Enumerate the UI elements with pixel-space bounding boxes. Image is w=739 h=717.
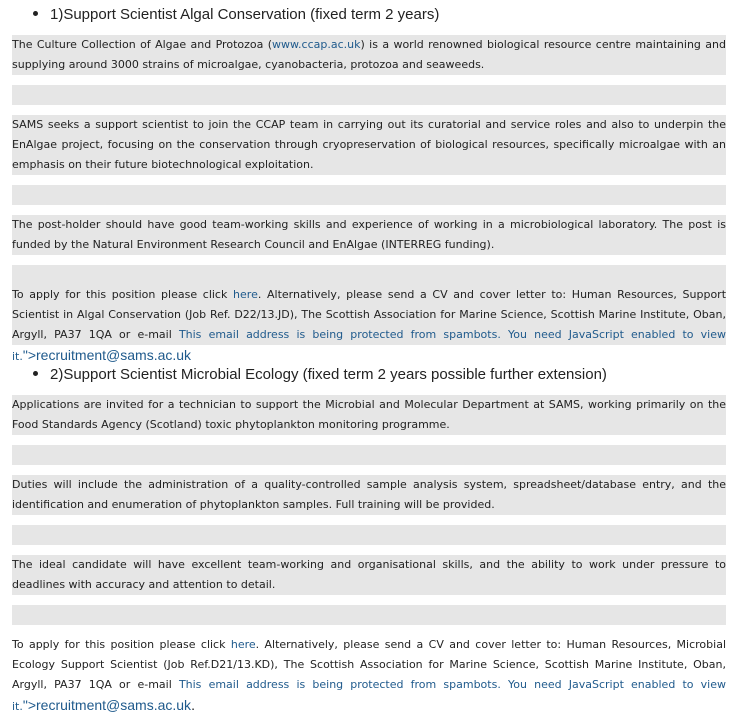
spacer-block (12, 605, 726, 625)
job2-recruitment-email[interactable]: ">recruitment@sams.ac.uk (22, 697, 192, 713)
job1-role-paragraph: SAMS seeks a support scientist to join the CCAP team in carrying out its curatorial and service roles and also to underpin the EnAlgae project, focusing on the conservation through cryopreservation of biological resources, specifically microalgae with an emphasis on their future biotechnological exploitation. (12, 115, 726, 175)
job-heading-1: 1)Support Scientist Algal Conservation (fixed term 2 years) (33, 6, 439, 24)
spacer-block (12, 185, 726, 205)
bullet-icon (33, 11, 38, 16)
job2-intro-paragraph: Applications are invited for a technician to support the Microbial and Molecular Department at SAMS, working primarily on the Food Standards Agency (Scotland) toxic phytoplankton monitoring programme. (12, 395, 726, 435)
job-heading-2: 2)Support Scientist Microbial Ecology (fixed term 2 years possible further extension) (33, 366, 607, 384)
job2-apply-here-link[interactable]: here (230, 638, 256, 651)
ccap-website-link[interactable]: www.ccap.ac.uk (272, 38, 361, 51)
job2-duties-paragraph: Duties will include the administration of a quality-controlled sample analysis system, spreadsheet/database entry, and the identification and enumeration of phytoplankton samples. Full training will be provided. (12, 475, 726, 515)
job2-protected-email-link[interactable]: This email address is being protected from spambots. You need JavaScript enabled to view it. (12, 678, 726, 713)
job1-requirements-paragraph: The post-holder should have good team-working skills and experience of working in a microbiological laboratory. The post is funded by the Natural Environment Research Council and EnAlgae (INTERREG funding). (12, 215, 726, 255)
job1-protected-email-link[interactable]: This email address is being protected from spambots. You need JavaScript enabled to view it. (12, 328, 726, 363)
job1-recruitment-email[interactable]: ">recruitment@sams.ac.uk (22, 347, 192, 363)
job1-intro-paragraph: The Culture Collection of Algae and Protozoa (www.ccap.ac.uk) is a world renowned biological resource centre maintaining and supplying around 3000 strains of microalgae, cyanobacteria, protozoa and seaweeds. (12, 35, 726, 75)
spacer-block (12, 525, 726, 545)
job1-apply-here-link[interactable]: here (233, 288, 258, 301)
job2-apply-paragraph: To apply for this position please click here. Alternatively, please send a CV and cover letter to: Human Resources, Microbial Ecology Support Scientist (Job Ref.D21/13.KD), The Scottish Association for Marine Science, Scottish Marine Institute, Oban, Argyll, PA37 1QA or e-mail This email address is being protected from spambots. You need JavaScript enabled to view it.">recruitment@sams.ac.uk. (12, 635, 726, 695)
job2-requirements-paragraph: The ideal candidate will have excellent team-working and organisational skills, and the ability to work under pressure to deadlines with accuracy and attention to detail. (12, 555, 726, 595)
bullet-icon (33, 371, 38, 376)
spacer-block (12, 445, 726, 465)
spacer-block (12, 85, 726, 105)
job1-apply-paragraph: To apply for this position please click here. Alternatively, please send a CV and cover letter to: Human Resources, Support Scientist in Algal Conservation (Job Ref. D22/13.JD), The Scottish Association for Marine Science, Scottish Marine Institute, Oban, Argyll, PA37 1QA or e-mail This email address is being protected from spambots. You need JavaScript enabled to view it.">recruitment@sams.ac.uk (12, 265, 726, 345)
job2-email-period: . (191, 697, 195, 713)
